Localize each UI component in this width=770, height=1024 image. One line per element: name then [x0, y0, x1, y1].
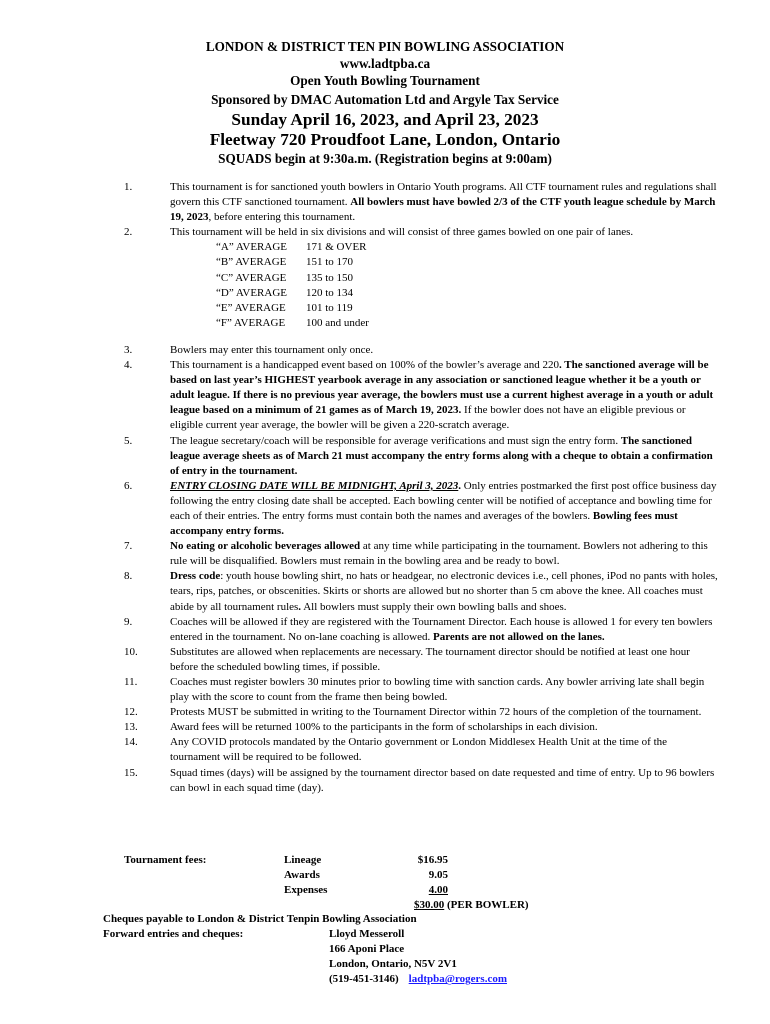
fee-total-note: (PER BOWLER)	[444, 899, 529, 912]
tournament-fees	[0, 853, 770, 913]
rule-text: This tournament will be held in six divisions and will consist of three games bowled on one pair of lanes.	[170, 226, 634, 239]
rule-number: 12.	[124, 706, 138, 719]
squad-times: SQUADS begin at 9:30a.m. (Registration begins at 9:00am)	[218, 151, 552, 166]
fee-name: Lineage	[284, 854, 322, 866]
rule-13	[0, 720, 770, 735]
contact-phone: (519-451-3146)	[329, 973, 399, 986]
division-row	[216, 271, 770, 286]
rule-text: Coaches must register bowlers 30 minutes prior to bowling time with sanction cards. Any bowler arriving late shall begin play with the score to count from the frame then being bowled.	[170, 676, 705, 704]
closing-date-text: ENTRY CLOSING DATE WILL BE MIDNIGHT, April 3, 2023	[170, 479, 459, 492]
rule-number: 11.	[124, 676, 138, 688]
rule-3	[0, 343, 770, 358]
division-row	[216, 255, 770, 270]
division-range: 101 to 119	[306, 301, 353, 314]
rule-text: Any COVID protocols mandated by the Ontario government or London Middlesex Health Unit at the time of the tournament will be required to be followed.	[170, 736, 668, 764]
rule-text: Award fees will be returned 100% to the participants in the form of scholarships in each division.	[170, 721, 598, 734]
rule-emphasis: The sanctioned league average sheets as of March 21 must accompany the entry forms along with a cheque to obtain a confirmation of entry in the tournament.	[170, 434, 713, 477]
division-row	[216, 240, 770, 255]
rule-text: : youth house bowling shirt, no hats or headgear, no electronic devices i.e., cell phones, iPod no pants with holes, tears, rips, patches, or obscenities. Skirts or shorts are allowed but no shorter than 5 cm above the knee. All coaches must abide by all tournament rules	[170, 570, 718, 613]
street-row	[0, 942, 770, 957]
contact-section	[0, 912, 770, 987]
fee-name: Awards	[284, 869, 320, 882]
contact-street: 166 Aponi Place	[329, 943, 405, 956]
division-range: 151 to 170	[306, 256, 354, 269]
rule-number: 6.	[124, 479, 133, 492]
rule-number: 4.	[124, 359, 133, 372]
division-range: 135 to 150	[306, 271, 354, 284]
rule-text: This tournament is a handicapped event based on 100% of the bowler’s average and 220	[170, 359, 559, 372]
rule-number: 15.	[124, 766, 138, 779]
rule-12	[0, 705, 770, 720]
rule-number: 5.	[124, 434, 133, 447]
forward-label: Forward entries and cheques:	[103, 928, 244, 941]
rules-list	[0, 180, 770, 796]
fees-label: Tournament fees:	[124, 854, 207, 866]
division-range: 100 and under	[306, 316, 369, 329]
rule-emphasis: All bowlers must have bowled 2/3 of the CTF youth league schedule by March 19, 2023	[170, 196, 716, 224]
rule-number: 3.	[124, 343, 133, 356]
rule-text: Only entries postmarked the first post office business day following the entry closing date shall be accepted. Each bowling center will be notified of acceptance and bowling time for each of their entries. The entry forms must contain both the names and averages of the bowlers.	[170, 479, 717, 522]
rule-number: 9.	[124, 615, 133, 628]
fee-total-amount: $30.00	[414, 899, 445, 912]
division-range: 171 & OVER	[306, 241, 367, 254]
rule-7	[0, 539, 770, 569]
rule-text: Substitutes are allowed when replacements are necessary. The tournament director should be notified at least one hour before the scheduled bowling times, if possible.	[170, 645, 690, 673]
rule-text: , before entering this tournament.	[208, 211, 356, 224]
spacer	[0, 331, 770, 343]
tournament-venue: Fleetway 720 Proudfoot Lane, London, Ontario	[209, 130, 561, 149]
contact-phone-email	[329, 972, 507, 987]
rule-5	[0, 434, 770, 479]
tournament-title: Open Youth Bowling Tournament	[290, 73, 480, 88]
rule-text: Bowlers may enter this tournament only once.	[170, 343, 374, 356]
rule-text: at any time while participating in the tournament. Bowlers not adhering to this rule will be disqualified. Bowlers must remain in the bowling area and be ready to bowl.	[170, 540, 708, 568]
rule-8	[0, 569, 770, 614]
rule-text: Coaches will be allowed if they are registered with the Tournament Director. Each house is allowed 1 for every ten bowlers entered in the tournament. No on-lane coaching is allowed.	[170, 615, 713, 643]
website-url: www.ladtpba.ca	[339, 56, 431, 71]
rule-number: 7.	[124, 540, 133, 553]
rule-text: All bowlers must supply their own bowling balls and shoes.	[301, 600, 567, 613]
fee-row-awards	[0, 868, 770, 883]
division-row	[216, 286, 770, 301]
division-name: “B” AVERAGE	[216, 256, 287, 269]
division-name: “D” AVERAGE	[216, 286, 287, 299]
fee-amount: 9.05	[428, 869, 448, 882]
rule-number: 1.	[124, 181, 133, 193]
tournament-dates: Sunday April 16, 2023, and April 23, 2023	[231, 110, 539, 129]
division-name: “E” AVERAGE	[216, 301, 286, 314]
division-row	[216, 301, 770, 316]
closing-date	[170, 480, 458, 492]
rule-emphasis: No eating or alcoholic beverages allowed	[170, 540, 361, 553]
rule-number: 14.	[124, 736, 138, 749]
rule-emphasis: .	[458, 479, 462, 492]
rule-number: 13.	[124, 721, 138, 734]
sponsor-line: Sponsored by DMAC Automation Ltd and Argyle Tax Service	[211, 92, 559, 107]
rule-text: If the bowler does not have an eligible previous or eligible current year average, the bowler will be given a 220-scratch average.	[170, 404, 686, 432]
rule-number: 10.	[124, 645, 138, 658]
city-row	[0, 957, 770, 972]
rule-number: 2.	[124, 226, 133, 239]
cheques-payable: Cheques payable to London & District Tenpin Bowling Association	[103, 913, 417, 925]
rule-text: Squad times (days) will be assigned by the tournament director based on date requested and time of entry. Up to 96 bowlers can bowl in each squad time (day).	[170, 766, 715, 794]
fee-amount: 4.00	[428, 884, 448, 897]
contact-name: Lloyd Messeroll	[329, 928, 405, 941]
rule-text: The league secretary/coach will be responsible for average verifications and must sign the entry form.	[170, 434, 621, 447]
rule-emphasis: .	[298, 600, 302, 613]
fee-amount: $16.95	[417, 854, 448, 866]
forward-row	[0, 927, 770, 942]
rule-emphasis: Dress code	[170, 570, 221, 583]
division-name: “C” AVERAGE	[216, 271, 287, 284]
rule-10	[0, 645, 770, 675]
rule-11	[0, 675, 770, 705]
rule-14	[0, 735, 770, 765]
association-title: LONDON & DISTRICT TEN PIN BOWLING ASSOCIATION	[205, 39, 565, 54]
rule-number: 8.	[124, 570, 133, 583]
phone-row	[0, 972, 770, 987]
rule-emphasis: . The sanctioned average will be based on last year’s HIGHEST yearbook average in any association or sanctioned league whether it be a youth or adult league. If there is no previous year average, the bowlers must use a current highest average in a youth or adult league based on a minimum of 21 games as of March 19, 2023.	[170, 359, 714, 417]
division-list	[0, 240, 770, 331]
division-range: 120 to 134	[306, 286, 354, 299]
rule-9	[0, 615, 770, 645]
contact-city: London, Ontario, N5V 2V1	[329, 958, 457, 971]
rule-15	[0, 766, 770, 796]
division-name: “F” AVERAGE	[216, 316, 286, 329]
email-link[interactable]: ladtpba@rogers.com	[408, 973, 507, 986]
rule-text: Protests MUST be submitted in writing to the Tournament Director within 72 hours of the completion of the tournament.	[170, 706, 702, 719]
rule-2	[0, 225, 770, 240]
rule-emphasis: Parents are not allowed on the lanes.	[433, 630, 605, 643]
rule-4	[0, 358, 770, 433]
rule-6	[0, 479, 770, 539]
cheques-row	[0, 912, 770, 927]
rule-1	[0, 180, 770, 225]
division-name: “A” AVERAGE	[216, 241, 287, 254]
fee-row-lineage	[0, 853, 770, 868]
rule-emphasis: Bowling fees must accompany entry forms.	[170, 509, 678, 538]
rule-text: This tournament is for sanctioned youth bowlers in Ontario Youth programs. All CTF tournament rules and regulations shall govern this CTF sanctioned tournament.	[170, 181, 717, 209]
division-row	[216, 316, 770, 331]
fee-name: Expenses	[284, 884, 328, 897]
fee-row-expenses	[0, 883, 770, 898]
